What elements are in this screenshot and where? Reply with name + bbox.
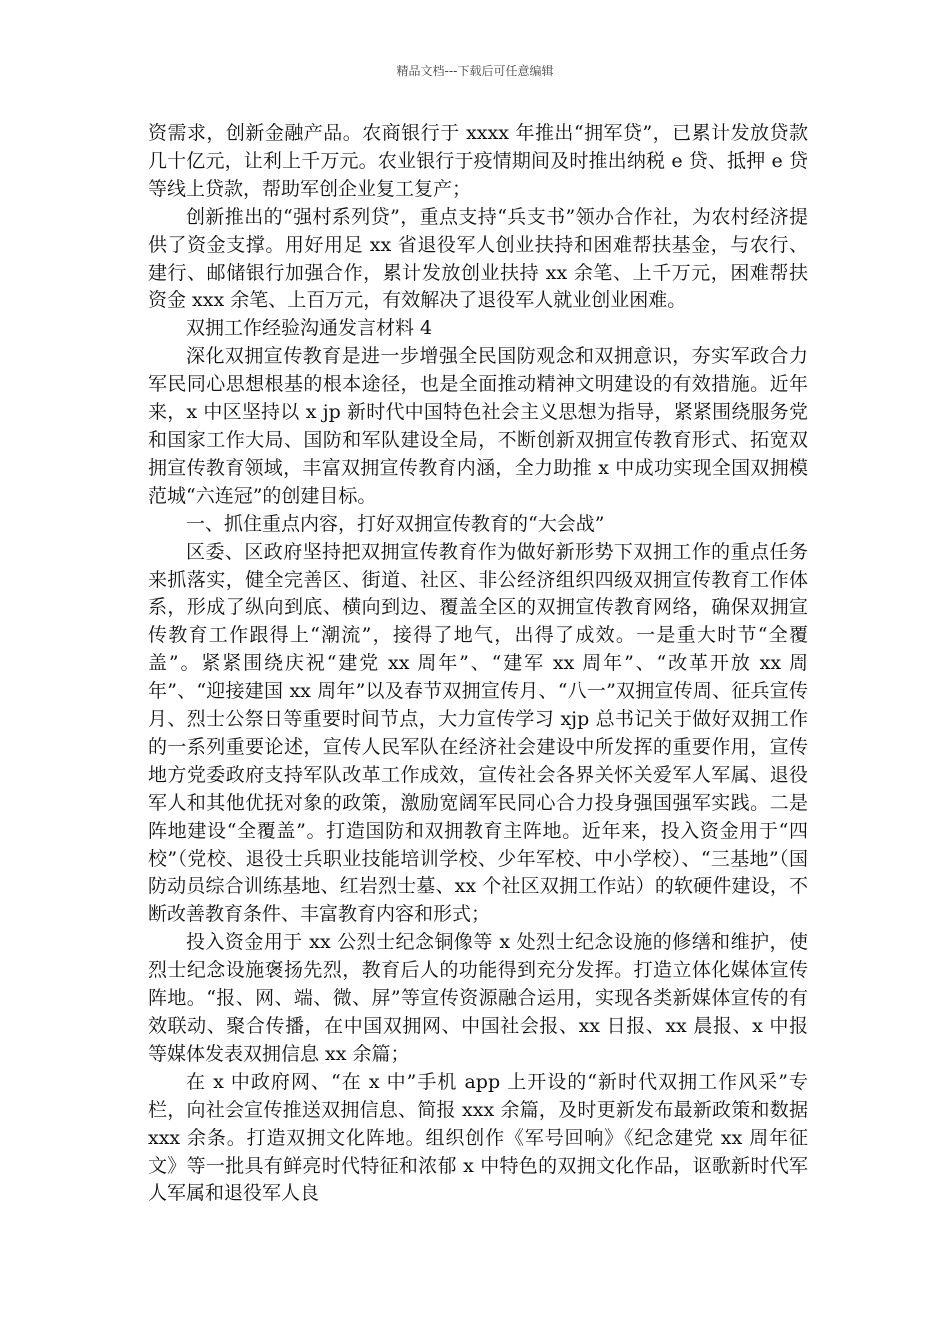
page-header: 精品文档---下载后可任意编辑 (396, 64, 554, 78)
paragraph: 在 x 中政府网、“在 x 中”手机 app 上开设的“新时代双拥工作风采”专栏，向社会宣传推送双拥信息、简报 xxx 余篇，及时更新发布最新政策和数据 xxx 余条。打造双拥文化阵地。组织创作《军号回响》《纪念建党 xx 周年征文》等一批具有鲜亮时代特征和浓郁 x 中特色的双拥文化作品，讴歌新时代军人军属和退役军人良 (148, 1070, 808, 1205)
paragraph: 投入资金用于 xx 公烈士纪念铜像等 x 处烈士纪念设施的修缮和维护，使烈士纪念设施褒扬先烈，教育后人的功能得到充分发挥。打造立体化媒体宣传阵地。“报、网、端、微、屏”等宣传资源融合运用，实现各类新媒体宣传的有效联动、聚合传播，在中国双拥网、中国社会报、xx 日报、xx 晨报、x 中报等媒体发表双拥信息 xx 余篇； (148, 931, 808, 1065)
paragraph: 资需求，创新金融产品。农商银行于 xxxx 年推出“拥军贷”，已累计发放贷款几十亿元，让利上千万元。农业银行于疫情期间及时推出纳税 e 贷、抵押 e 贷等线上贷款，帮助军创企业复工复产； (148, 122, 808, 200)
section-heading: 一、抓住重点内容，打好双拥宣传教育的“大会战” (186, 512, 605, 535)
paragraph: 区委、区政府坚持把双拥宣传教育作为做好新形势下双拥工作的重点任务来抓落实，健全完善区、街道、社区、非公经济组织四级双拥宣传教育工作体系，形成了纵向到底、横向到边、覆盖全区的双拥宣传教育网络，确保双拥宣传教育工作跟得上“潮流”，接得了地气，出得了成效。一是重大时节“全覆盖”。紧紧围绕庆祝“建党 xx 周年”、“建军 xx 周年”、“改革开放 xx 周年”、“迎接建国 xx 周年”以及春节双拥宣传月、“八一”双拥宣传周、征兵宣传月、烈士公祭日等重要时间节点，大力宣传学习 xjp 总书记关于做好双拥工作的一系列重要论述，宣传人民军队在经济社会建设中所发挥的重要作用，宣传地方党委政府支持军队改革工作成效，宣传社会各界关怀关爱军人军属、退役军人和其他优抚对象的政策，激励宽阔军民同心合力投身强国强军实践。二是阵地建设“全覆盖”。打造国防和双拥教育主阵地。近年来，投入资金用于“四校”（党校、退役士兵职业技能培训学校、少年军校、中小学校）、“三基地”（国防动员综合训练基地、红岩烈士墓、xx 个社区双拥工作站）的软硬件建设，不断改善教育条件、丰富教育内容和形式； (148, 540, 808, 926)
paragraph: 创新推出的“强村系列贷”，重点支持“兵支书”领办合作社，为农村经济提供了资金支撑。用好用足 xx 省退役军人创业扶持和困难帮扶基金，与农行、建行、邮储银行加强合作，累计发放创业扶持 xx 余笔、上千万元，困难帮扶资金 xxx 余笔、上百万元，有效解决了退役军人就业创业困难。 (148, 205, 808, 312)
paragraph: 深化双拥宣传教育是进一步增强全民国防观念和双拥意识，夯实军政合力军民同心思想根基的根本途径，也是全面推动精神文明建设的有效措施。近年来，x 中区坚持以 x jp 新时代中国特色社会主义思想为指导，紧紧围绕服务党和国家工作大局、国防和军队建设全局，不断创新双拥宣传教育形式、拓宽双拥宣传教育领域，丰富双拥宣传教育内涵，全力助推 x 中成功实现全国双拥模范城“六连冠”的创建目标。 (148, 345, 808, 507)
section-title: 双拥工作经验沟通发言材料 4 (186, 317, 433, 340)
document-body (148, 120, 808, 1208)
